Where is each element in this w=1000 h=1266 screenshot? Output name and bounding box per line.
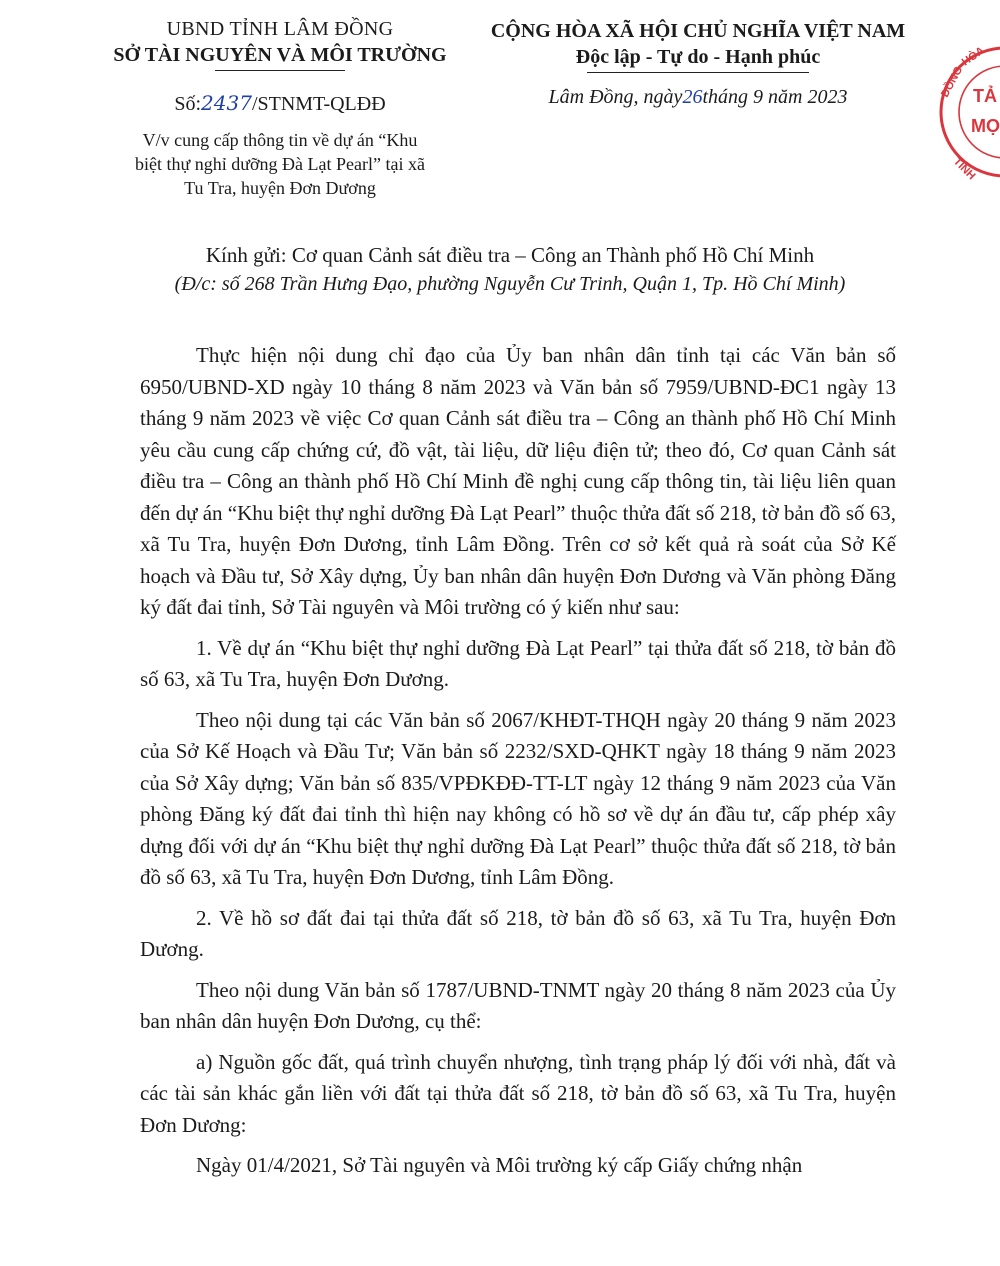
seal-text-1: ĐỒNG (939, 64, 966, 100)
subject-line-3: Tu Tra, huyện Đơn Dương (184, 178, 376, 198)
national-header-block (478, 18, 918, 111)
date-prefix: Lâm Đồng, ngày (548, 86, 683, 108)
section-1-heading: 1. Về dự án “Khu biệt thự nghỉ dưỡng Đà Lạt Pearl” tại thửa đất số 218, tờ bản đồ số 63, xã Tu Tra, huyện Đơn Dương. (140, 635, 896, 691)
document-subject (60, 128, 500, 200)
doc-no-prefix: Số: (174, 93, 202, 115)
item-a-heading: a) Nguồn gốc đất, quá trình chuyển nhượng, tình trạng pháp lý đối với nhà, đất và các tài sản khác gắn liền với đất tại thửa đất số 218, tờ bản đồ số 63, xã Tu Tra, huyện Đơn Dương: (140, 1049, 896, 1137)
national-motto: Độc lập - Tự do - Hạnh phúc (575, 46, 821, 68)
issuing-agency-block (60, 16, 500, 200)
doc-no-suffix: /STNMT-QLĐĐ (251, 93, 386, 115)
recipient-address: (Đ/c: số 268 Trần Hưng Đạo, phường Nguyễn Cư Trinh, Quận 1, Tp. Hồ Chí Minh) (174, 273, 846, 295)
motto-underline (587, 72, 809, 73)
official-seal (925, 40, 1000, 183)
seal-text-4: MỌ (971, 116, 1000, 136)
seal-text-2: HÒA (959, 44, 987, 69)
subject-line-1: V/v cung cấp thông tin về dự án “Khu (142, 130, 418, 150)
recipient-block (120, 240, 900, 298)
issue-date (478, 83, 918, 111)
letter-body (140, 340, 896, 1191)
seal-text-5: TINH (950, 155, 978, 183)
body-paragraph-2: Theo nội dung tại các Văn bản số 2067/KHĐT-THQH ngày 20 tháng 9 năm 2023 của Sở Kế Hoạch và Đầu Tư; Văn bản số 2232/SXD-QHKT ngày 18 tháng 9 năm 2023 của Sở Xây dựng; Văn bản số 835/VPĐKĐĐ-TT-LT ngày 12 tháng 9 năm 2023 của Văn phòng Đăng ký đất đai tỉnh thì hiện nay không có hồ sơ về dự án đầu tư, cấp phép xây dựng đối với dự án “Khu biệt thự nghỉ dưỡng Đà Lạt Pearl” thuộc thửa đất số 218, tờ bản đồ số 63, xã Tu Tra, huyện Đơn Dương, tỉnh Lâm Đồng. (140, 707, 896, 889)
subject-line-2: biệt thự nghỉ dưỡng Đà Lạt Pearl” tại xã (135, 154, 425, 174)
date-day-handwritten: 26 (682, 86, 703, 108)
section-2-heading: 2. Về hồ sơ đất đai tại thửa đất số 218, tờ bản đồ số 63, xã Tu Tra, huyện Đơn Dương. (140, 905, 896, 961)
seal-inner-ring (959, 66, 1000, 158)
agency-parent: UBND TỈNH LÂM ĐỒNG (166, 18, 394, 40)
country-name: CỘNG HÒA XÃ HỘI CHỦ NGHĨA VIỆT NAM (490, 20, 906, 42)
date-suffix: tháng 9 năm 2023 (702, 86, 848, 108)
document-number (60, 89, 500, 118)
seal-text-3: TẢ (973, 86, 997, 106)
agency-name: SỞ TÀI NGUYÊN VÀ MÔI TRƯỜNG (113, 44, 447, 66)
body-paragraph-4: Ngày 01/4/2021, Sở Tài nguyên và Môi trường ký cấp Giấy chứng nhận (196, 1153, 803, 1177)
seal-outer-ring (941, 48, 1000, 176)
body-paragraph-1: Thực hiện nội dung chỉ đạo của Ủy ban nhân dân tỉnh tại các Văn bản số 6950/UBND-XD ngày 10 tháng 8 năm 2023 và Văn bản số 7959/UBND-ĐC1 ngày 13 tháng 9 năm 2023 về việc Cơ quan Cảnh sát điều tra – Công an thành phố Hồ Chí Minh yêu cầu cung cấp chứng cứ, đồ vật, tài liệu, dữ liệu điện tử; theo đó, Cơ quan Cảnh sát điều tra – Công an thành phố Hồ Chí Minh đề nghị cung cấp thông tin, tài liệu liên quan đến dự án “Khu biệt thự nghỉ dưỡng Đà Lạt Pearl” thuộc thửa đất số 218, tờ bản đồ số 63, xã Tu Tra, huyện Đơn Dương, tỉnh Lâm Đồng. Trên cơ sở kết quả rà soát của Sở Kế hoạch và Đầu tư, Sở Xây dựng, Ủy ban nhân dân huyện Đơn Dương và Văn phòng Đăng ký đất đai tỉnh, Sở Tài nguyên và Môi trường có ý kiến như sau: (140, 343, 896, 619)
body-paragraph-3: Theo nội dung Văn bản số 1787/UBND-TNMT ngày 20 tháng 8 năm 2023 của Ủy ban nhân dân huyện Đơn Dương, cụ thể: (140, 977, 896, 1033)
agency-underline (215, 70, 345, 71)
doc-no-handwritten: 2437 (201, 91, 252, 115)
recipient-name: Kính gửi: Cơ quan Cảnh sát điều tra – Công an Thành phố Hồ Chí Minh (205, 243, 815, 267)
